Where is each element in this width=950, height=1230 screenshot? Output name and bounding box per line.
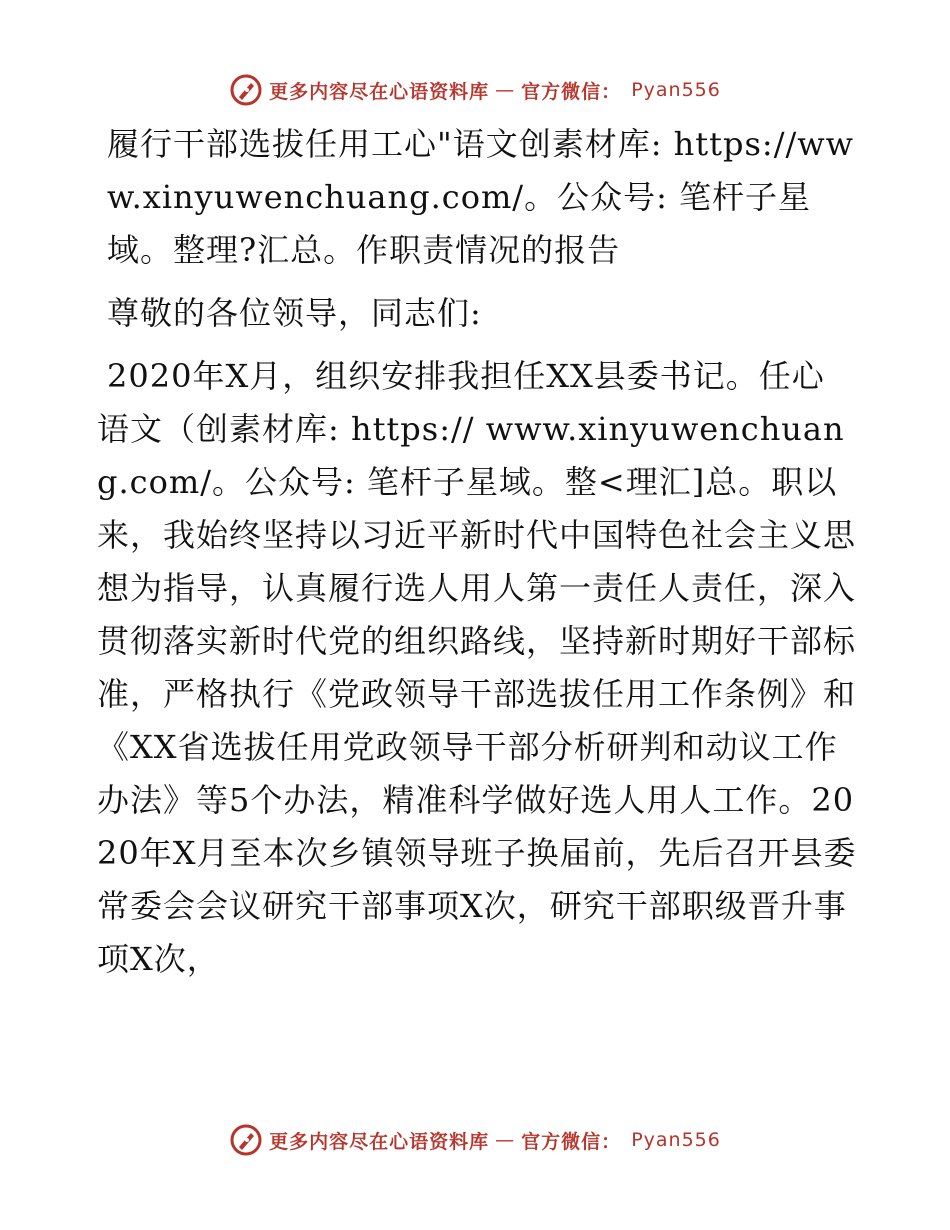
watermark-main-text: 更多内容尽在心语资料库 (269, 1130, 490, 1153)
document-body (97, 118, 857, 986)
document-title: 履行干部选拔任用工心"语文创素材库: https://www.xinyuwenchuang.com/。公众号: 笔杆子星域。整理?汇总。作职责情况的报告 (107, 125, 855, 269)
footer-watermark (0, 1120, 950, 1160)
watermark-brand: Pyan556 (631, 1129, 721, 1151)
pen-nib-icon (229, 73, 263, 107)
watermark-label: 官方微信： (521, 80, 622, 103)
watermark-separator: — (495, 1129, 516, 1151)
document-paragraph: 2020年X月，组织安排我担任XX县委书记。任心语文（创素材库: https:// www.xinyuwenchuang.com/。公众号: 笔杆子星域。整<理汇]总。职以来，我始终坚持以习近平新时代中国特色社会主义思想为指导，认真履行选人用人第一责任人责任，深入贯彻落实新时代党的组织路线，坚持新时期好干部标准，严格执行《党政领导干部选拔任用工作条例》和《XX省选拔任用党政领导干部分析研判和动议工作办法》等5个办法，精准科学做好选人用人工作。2020年X月至本次乡镇领导班子换届前，先后召开县委常委会会议研究干部事项X次，研究干部职级晋升事项X次， (97, 357, 857, 978)
watermark-label: 官方微信： (521, 1130, 622, 1153)
watermark-separator: — (495, 79, 516, 101)
watermark-main-text: 更多内容尽在心语资料库 (269, 80, 490, 103)
header-watermark (0, 70, 950, 110)
watermark-brand: Pyan556 (631, 79, 721, 101)
document-greeting: 尊敬的各位领导，同志们: (107, 294, 482, 332)
pen-nib-icon (229, 1123, 263, 1157)
